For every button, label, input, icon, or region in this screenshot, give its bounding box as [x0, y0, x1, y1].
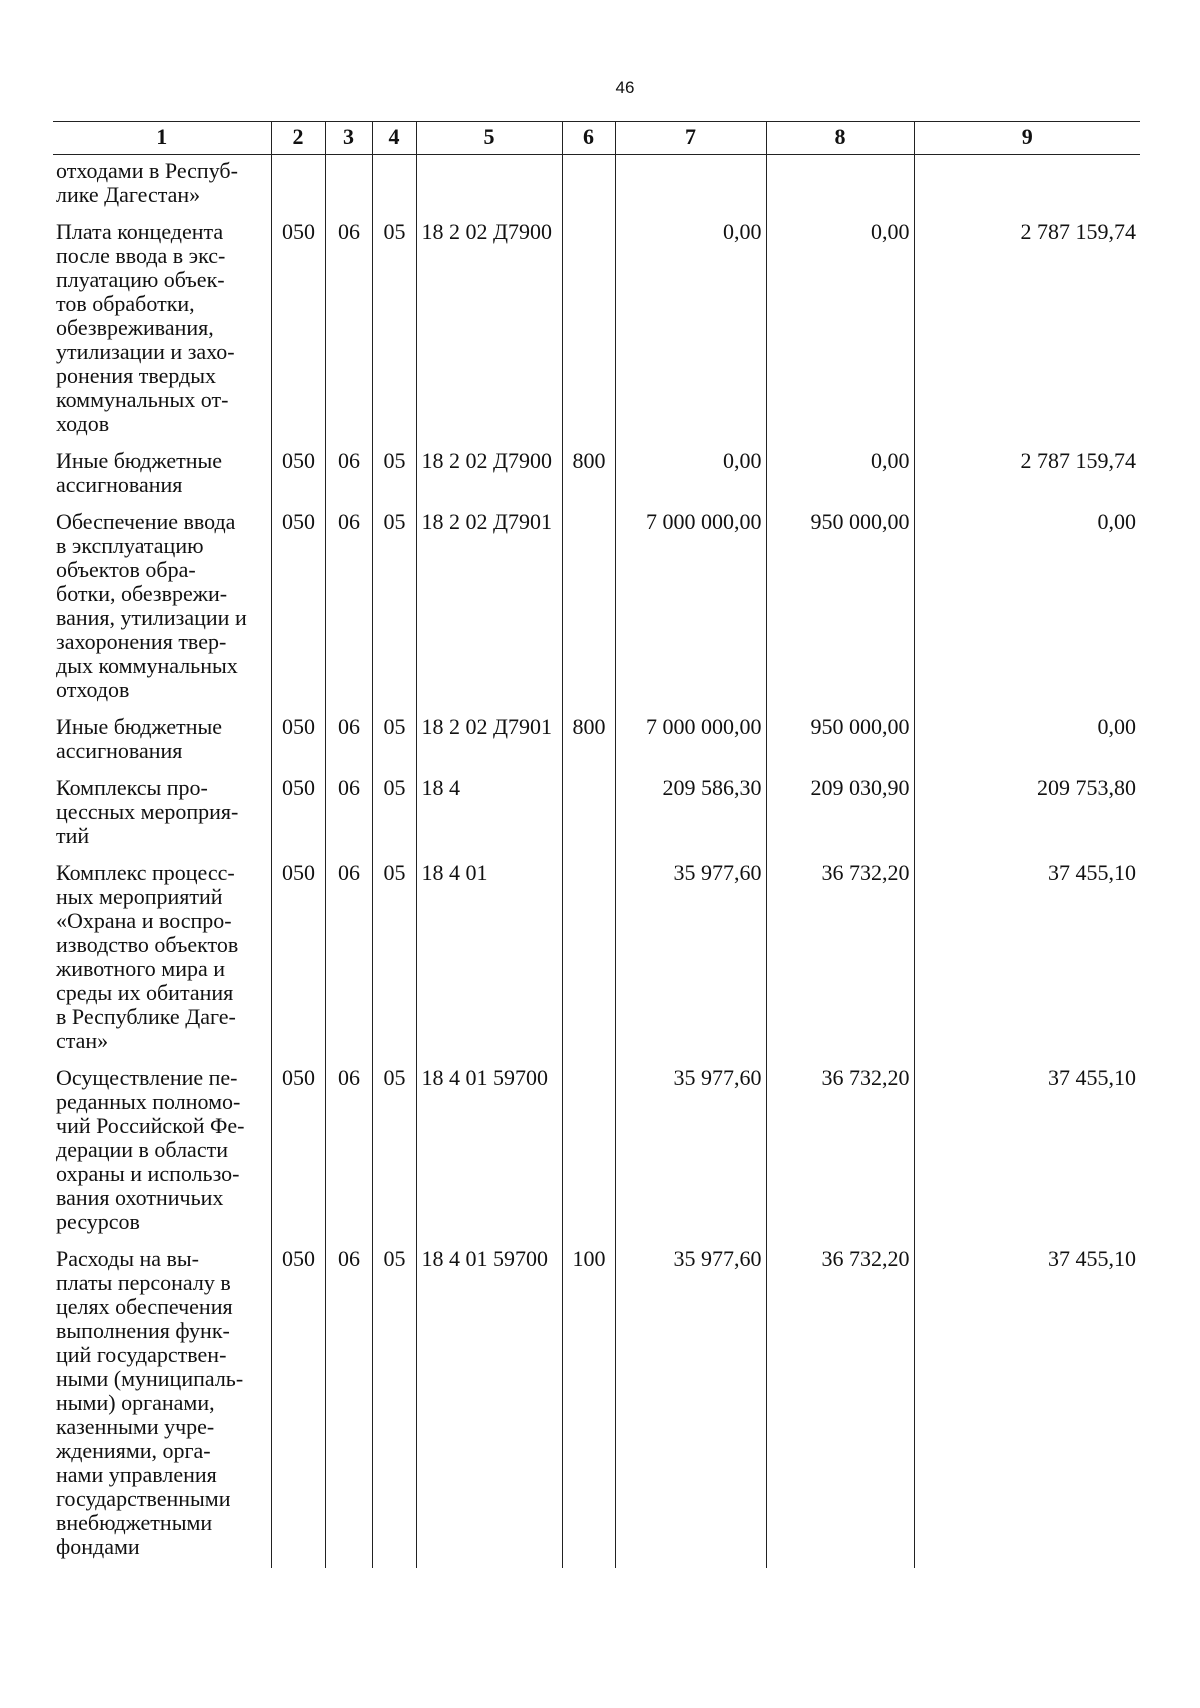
cell-amount-col9: 209 753,80 [914, 772, 1140, 857]
cell-target-article: 18 2 02 Д7901 [416, 506, 562, 711]
header-col-8: 8 [766, 122, 914, 155]
item-name-line: платы персоналу в [56, 1270, 231, 1295]
cell-target-article [416, 155, 562, 217]
cell-item-name [53, 506, 271, 711]
item-name-line: объектов обра- [56, 557, 196, 582]
item-name-line: стан» [56, 1028, 109, 1053]
item-name-line: захоронения твер- [56, 629, 227, 654]
header-row [53, 122, 1140, 155]
item-name-line: Комплексы про- [56, 775, 208, 800]
item-name-line: охраны и использо- [56, 1161, 240, 1186]
cell-section: 06 [325, 1243, 372, 1568]
cell-subsection: 05 [372, 857, 416, 1062]
item-name-line: ресурсов [56, 1209, 140, 1234]
cell-amount-col8: 950 000,00 [766, 506, 914, 711]
cell-item-name [53, 772, 271, 857]
cell-amount-col7: 0,00 [615, 216, 766, 445]
item-name-line: Плата концедента [56, 219, 224, 244]
header-col-3: 3 [325, 122, 372, 155]
cell-item-name [53, 1062, 271, 1243]
cell-amount-col9: 2 787 159,74 [914, 445, 1140, 506]
cell-amount-col8: 36 732,20 [766, 857, 914, 1062]
item-name-line: казенными учре- [56, 1414, 215, 1439]
cell-amount-col8: 0,00 [766, 445, 914, 506]
item-name-line: отходов [56, 677, 130, 702]
cell-expense-type [562, 857, 615, 1062]
cell-section: 06 [325, 711, 372, 772]
item-name-line: государственными [56, 1486, 231, 1511]
cell-amount-col8: 209 030,90 [766, 772, 914, 857]
cell-target-article: 18 4 01 59700 [416, 1062, 562, 1243]
cell-item-name [53, 857, 271, 1062]
cell-amount-col9: 2 787 159,74 [914, 216, 1140, 445]
cell-target-article: 18 4 [416, 772, 562, 857]
item-name-line: плуатацию объек- [56, 267, 225, 292]
cell-amount-col8 [766, 155, 914, 217]
item-name-line: Иные бюджетные [56, 448, 223, 473]
header-col-2: 2 [271, 122, 325, 155]
cell-amount-col7: 35 977,60 [615, 1243, 766, 1568]
cell-section: 06 [325, 445, 372, 506]
item-name-line: выполнения функ- [56, 1318, 230, 1343]
cell-expense-type: 100 [562, 1243, 615, 1568]
item-name-line: ботки, обезврежи- [56, 581, 228, 606]
table-row [53, 1062, 1140, 1243]
cell-subsection [372, 155, 416, 217]
cell-target-article: 18 2 02 Д7901 [416, 711, 562, 772]
cell-expense-type [562, 1062, 615, 1243]
cell-item-name [53, 711, 271, 772]
table-row [53, 445, 1140, 506]
header-col-4: 4 [372, 122, 416, 155]
header-col-7: 7 [615, 122, 766, 155]
item-name-line: чий Российской Фе- [56, 1113, 245, 1138]
table-row [53, 772, 1140, 857]
item-name-line: ными (муниципаль- [56, 1366, 244, 1391]
cell-subsection: 05 [372, 772, 416, 857]
header-col-1: 1 [53, 122, 271, 155]
cell-amount-col8: 36 732,20 [766, 1062, 914, 1243]
item-name-line: нами управления [56, 1462, 217, 1487]
table-body [53, 155, 1140, 1569]
cell-amount-col9: 0,00 [914, 506, 1140, 711]
page-number: 46 [615, 78, 635, 97]
cell-amount-col8: 36 732,20 [766, 1243, 914, 1568]
table-row [53, 155, 1140, 217]
cell-amount-col7 [615, 155, 766, 217]
cell-amount-col9: 0,00 [914, 711, 1140, 772]
item-name-line: ных мероприятий [56, 884, 223, 909]
item-name-line: коммунальных от- [56, 387, 229, 412]
item-name-line: Иные бюджетные [56, 714, 223, 739]
cell-section [325, 155, 372, 217]
header-col-5: 5 [416, 122, 562, 155]
item-name-line: ассигнования [56, 472, 183, 497]
table-row [53, 506, 1140, 711]
cell-target-article: 18 2 02 Д7900 [416, 445, 562, 506]
cell-subsection: 05 [372, 445, 416, 506]
item-name-line: тов обработки, [56, 291, 195, 316]
cell-subsection: 05 [372, 216, 416, 445]
item-name-line: ходов [56, 411, 110, 436]
cell-admin-code: 050 [271, 857, 325, 1062]
cell-section: 06 [325, 857, 372, 1062]
cell-amount-col7: 35 977,60 [615, 857, 766, 1062]
cell-section: 06 [325, 216, 372, 445]
cell-amount-col7: 35 977,60 [615, 1062, 766, 1243]
cell-amount-col9: 37 455,10 [914, 1243, 1140, 1568]
cell-target-article: 18 4 01 [416, 857, 562, 1062]
cell-amount-col7: 0,00 [615, 445, 766, 506]
cell-subsection: 05 [372, 1243, 416, 1568]
item-name-line: целях обеспечения [56, 1294, 233, 1319]
item-name-line: лике Дагестан» [56, 182, 201, 207]
cell-target-article: 18 4 01 59700 [416, 1243, 562, 1568]
cell-expense-type [562, 506, 615, 711]
cell-amount-col7: 209 586,30 [615, 772, 766, 857]
table-row [53, 1243, 1140, 1568]
cell-section: 06 [325, 506, 372, 711]
cell-section: 06 [325, 772, 372, 857]
cell-admin-code: 050 [271, 445, 325, 506]
cell-admin-code: 050 [271, 711, 325, 772]
item-name-line: дерации в области [56, 1137, 228, 1162]
table-row [53, 216, 1140, 445]
table-row [53, 857, 1140, 1062]
item-name-line: в Республике Даге- [56, 1004, 236, 1029]
item-name-line: внебюджетными [56, 1510, 213, 1535]
item-name-line: фондами [56, 1534, 140, 1559]
item-name-line: Расходы на вы- [56, 1246, 200, 1271]
cell-admin-code: 050 [271, 772, 325, 857]
item-name-line: вания охотничьих [56, 1185, 224, 1210]
item-name-line: утилизации и захо- [56, 339, 235, 364]
item-name-line: ными) органами, [56, 1390, 215, 1415]
cell-section: 06 [325, 1062, 372, 1243]
cell-amount-col7: 7 000 000,00 [615, 711, 766, 772]
item-name-line: реданных полномо- [56, 1089, 241, 1114]
table-row [53, 711, 1140, 772]
cell-amount-col9: 37 455,10 [914, 1062, 1140, 1243]
cell-expense-type [562, 155, 615, 217]
cell-expense-type: 800 [562, 711, 615, 772]
item-name-line: ассигнования [56, 738, 183, 763]
cell-item-name [53, 155, 271, 217]
cell-target-article: 18 2 02 Д7900 [416, 216, 562, 445]
item-name-line: обезвреживания, [56, 315, 214, 340]
item-name-line: отходами в Респуб- [56, 158, 238, 183]
cell-expense-type: 800 [562, 445, 615, 506]
item-name-line: изводство объектов [56, 932, 239, 957]
cell-subsection: 05 [372, 1062, 416, 1243]
item-name-line: «Охрана и воспро- [56, 908, 232, 933]
item-name-line: ций государствен- [56, 1342, 227, 1367]
budget-table [53, 121, 1140, 1568]
cell-item-name [53, 216, 271, 445]
cell-item-name [53, 445, 271, 506]
cell-subsection: 05 [372, 711, 416, 772]
item-name-line: тий [56, 823, 90, 848]
item-name-line: после ввода в экс- [56, 243, 226, 268]
header-col-9: 9 [914, 122, 1140, 155]
item-name-line: дых коммунальных [56, 653, 238, 678]
item-name-line: Комплекс процесс- [56, 860, 235, 885]
cell-amount-col7: 7 000 000,00 [615, 506, 766, 711]
cell-subsection: 05 [372, 506, 416, 711]
cell-admin-code: 050 [271, 1062, 325, 1243]
cell-expense-type [562, 216, 615, 445]
cell-amount-col8: 0,00 [766, 216, 914, 445]
item-name-line: ждениями, орга- [56, 1438, 211, 1463]
cell-amount-col9: 37 455,10 [914, 857, 1140, 1062]
item-name-line: Обеспечение ввода [56, 509, 236, 534]
header-col-6: 6 [562, 122, 615, 155]
cell-expense-type [562, 772, 615, 857]
cell-admin-code: 050 [271, 1243, 325, 1568]
cell-admin-code: 050 [271, 506, 325, 711]
item-name-line: животного мира и [56, 956, 226, 981]
item-name-line: цессных мероприя- [56, 799, 239, 824]
cell-amount-col8: 950 000,00 [766, 711, 914, 772]
cell-admin-code [271, 155, 325, 217]
item-name-line: в эксплуатацию [56, 533, 204, 558]
cell-item-name [53, 1243, 271, 1568]
item-name-line: Осуществление пе- [56, 1065, 238, 1090]
item-name-line: вания, утилизации и [56, 605, 247, 630]
cell-admin-code: 050 [271, 216, 325, 445]
cell-amount-col9 [914, 155, 1140, 217]
item-name-line: среды их обитания [56, 980, 234, 1005]
item-name-line: ронения твердых [56, 363, 217, 388]
